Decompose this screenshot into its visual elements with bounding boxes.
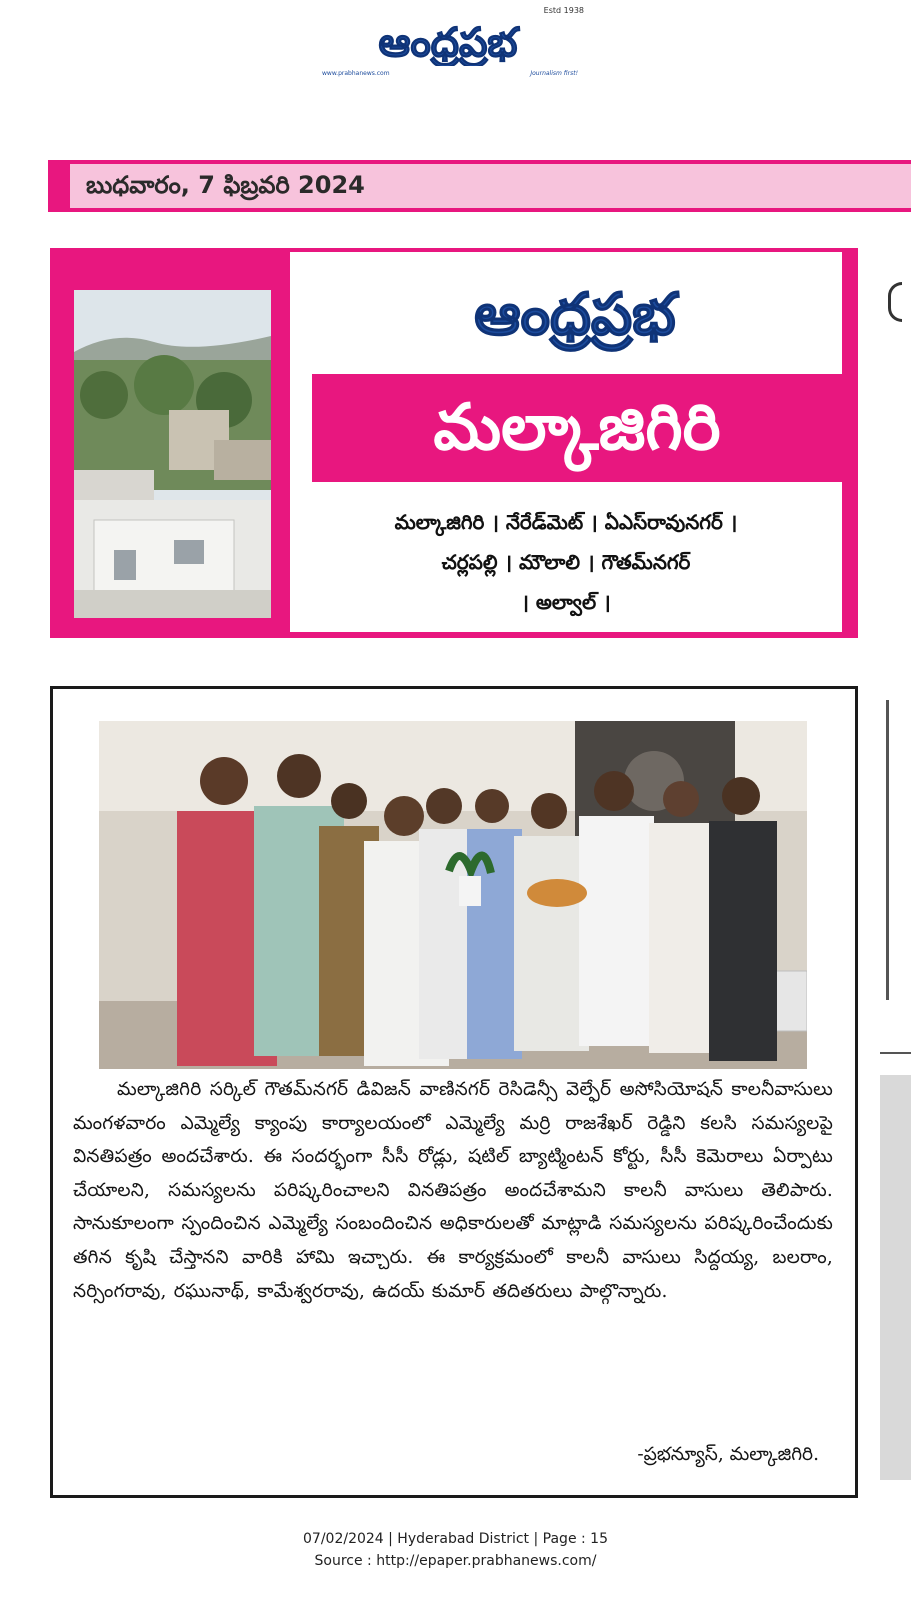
section-areas — [290, 502, 842, 622]
column-rule — [886, 700, 889, 1000]
date-band — [48, 160, 911, 212]
section-title: మల్కాజిగిరి — [433, 391, 721, 465]
estd-label: Estd 1938 — [543, 6, 584, 15]
article-body: మల్కాజిగిరి సర్కిల్ గౌతమ్‌నగర్ డివిజన్ వాణినగర్ రెసిడెన్సీ వెల్ఫేర్ అసోసియోషన్ కాలనీవాసులు మంగళవారం ఎమ్మెల్యే క్యాంపు కార్యాలయంలో ఎమ్మెల్యే మర్రి రాజశేఖర్ రెడ్డిని కలసి సమస్యలపై వినతిపత్రం అందచేశారు. ఈ సందర్భంగా సీసీ రోడ్లు, షటిల్ బ్యాట్మింటన్ కోర్టు, సీసీ కెమెరాలు ఏర్పాటు చేయాలని, సమస్యలను పరిష్కరించాలని వినతిపత్రం అందచేశామని కాలనీ వాసులు తెలిపారు. సానుకూలంగా స్పందించిన ఎమ్మెల్యే సంబందించిన అధికారులతో మాట్లాడి సమస్యలను పరిష్కరించేందుకు తగిన కృషి చేస్తానని వారికి హామి ఇచ్చారు. ఈ కార్యక్రమంలో కాలనీ వాసులు సిద్దయ్య, బలరాం, నర్సింగరావు, రఘునాథ్, కామేశ్వరరావు, ఉదయ్ కుమార్ తదితరులు పాల్గొన్నారు. — [73, 1079, 833, 1302]
masthead — [318, 8, 588, 78]
group-photo-illustration — [99, 721, 807, 1069]
column-rule — [880, 1052, 911, 1054]
city-photo-illustration — [74, 290, 271, 618]
edition-date: బుధవారం, 7 ఫిబ్రవరి 2024 — [86, 171, 365, 199]
areas-line: చర్లపల్లి । మౌలాలి । గౌతమ్‌నగర్ — [441, 550, 691, 574]
section-logo — [410, 266, 740, 356]
article-credit: -ప్రభన్యూస్, మల్కాజిగిరి. — [637, 1444, 819, 1465]
website-label: www.prabhanews.com — [322, 70, 390, 77]
footer-edition-info: 07/02/2024 | Hyderabad District | Page : 15 — [303, 1531, 608, 1547]
adjacent-column-edge — [880, 1075, 911, 1480]
areas-line: మల్కాజిగిరి । నేరేడ్‌మెట్ । ఏఎస్‌రావునగర్ । — [394, 510, 738, 534]
city-photo — [74, 290, 271, 618]
footer-source: Source : http://epaper.prabhanews.com/ — [314, 1553, 597, 1569]
tagline-label: Journalism first! — [530, 70, 578, 77]
news-article — [50, 686, 858, 1498]
adjacent-column-glyph — [888, 282, 902, 322]
section-title-banner — [312, 374, 842, 482]
news-photo — [99, 721, 807, 1069]
masthead-logo — [318, 16, 578, 66]
page-footer — [0, 1528, 911, 1572]
masthead-logo-text: ఆంధ్రప్రభ — [378, 20, 518, 66]
section-logo-text: ఆంధ్రప్రభ — [474, 280, 676, 348]
section-header — [50, 248, 858, 638]
areas-line: । అల్వాల్ । — [521, 590, 611, 614]
section-panel — [290, 252, 842, 632]
